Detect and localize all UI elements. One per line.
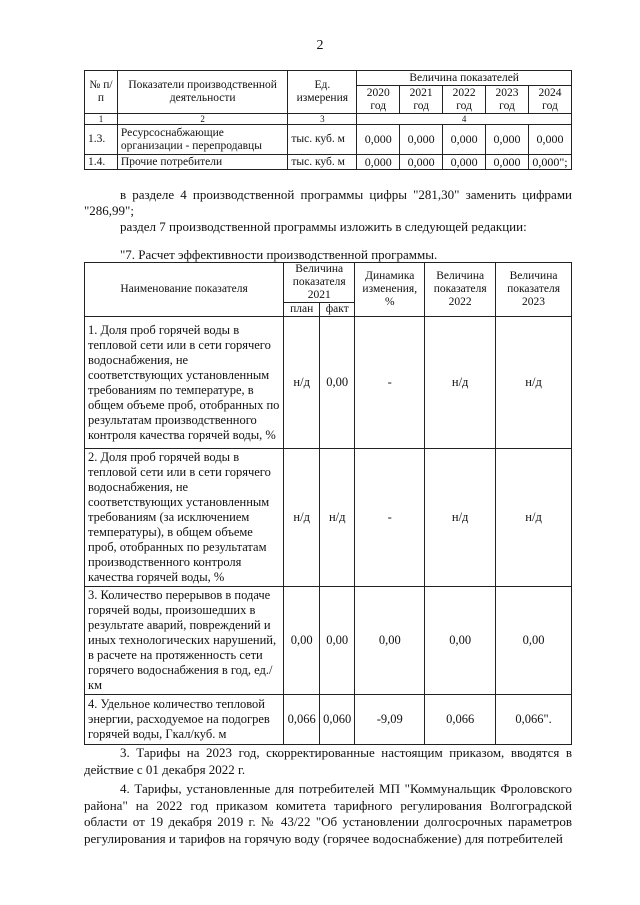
header-name: Наименование показателя xyxy=(85,263,284,317)
value-2023: 0,066". xyxy=(496,695,572,745)
dynamics-value: 0,00 xyxy=(355,587,425,695)
row-num: 1.4. xyxy=(85,155,118,170)
header-year: 2020 год xyxy=(357,86,400,114)
header-year: 2023 год xyxy=(486,86,529,114)
index-cell: 4 xyxy=(357,114,572,125)
row-value: 0,000 xyxy=(357,155,400,170)
header-values-group: Величина показателей xyxy=(357,71,572,86)
row-value: 0,000 xyxy=(400,155,443,170)
fact-value: н/д xyxy=(320,449,355,587)
plan-value: 0,00 xyxy=(284,587,320,695)
paragraph-tariffs-2023: 3. Тарифы на 2023 год, скорректированные настоящим приказом, вводятся в действие с 01 декабря 2022 г. xyxy=(84,745,572,777)
row-value: 0,000 xyxy=(443,125,486,155)
row-value: 0,000 xyxy=(486,155,529,170)
table-row xyxy=(85,125,572,155)
production-indicators-table xyxy=(84,70,572,170)
row-value: 0,000 xyxy=(486,125,529,155)
indicator-name: 2. Доля проб горячей воды в тепловой сети или в сети горячего водоснабжения, не соответствующих установленным требованиям (за исключением температуры), в общем объеме проб, отобранных по результатам производственного контроля качества горячей воды, % xyxy=(85,449,284,587)
table-row xyxy=(85,695,572,745)
header-value-2023: Величина показателя 2023 xyxy=(496,263,572,317)
indicator-name: 4. Удельное количество тепловой энергии, расходуемое на подогрев горячей воды, Гкал/куб. м xyxy=(85,695,284,745)
index-cell: 1 xyxy=(85,114,118,125)
row-name: Ресурсоснабжающие организации - перепродавцы xyxy=(117,125,287,155)
index-cell: 2 xyxy=(117,114,287,125)
header-value-2021: Величина показателя 2021 xyxy=(284,263,355,303)
row-value: 0,000 xyxy=(357,125,400,155)
value-2023: н/д xyxy=(496,449,572,587)
value-2022: н/д xyxy=(425,317,496,449)
header-fact: факт xyxy=(320,303,355,317)
table-row xyxy=(85,155,572,170)
header-num: № п/п xyxy=(85,71,118,114)
header-year: 2024 год xyxy=(528,86,571,114)
header-unit: Ед. измерения xyxy=(288,71,357,114)
fact-value: 0,060 xyxy=(320,695,355,745)
row-value: 0,000 xyxy=(400,125,443,155)
header-plan: план xyxy=(284,303,320,317)
value-2022: н/д xyxy=(425,449,496,587)
table-row xyxy=(85,317,572,449)
row-unit: тыс. куб. м xyxy=(288,125,357,155)
indicator-name: 3. Количество перерывов в подаче горячей воды, произошедших в результате аварий, повреждений и иных технологических нарушений, в расчете на протяженность сети горячего водоснабжения в год, ед./км xyxy=(85,587,284,695)
index-cell: 3 xyxy=(288,114,357,125)
fact-value: 0,00 xyxy=(320,317,355,449)
plan-value: н/д xyxy=(284,317,320,449)
header-indicator: Показатели производственной деятельности xyxy=(117,71,287,114)
efficiency-table xyxy=(84,262,572,745)
section-title: "7. Расчет эффективности производственной программы. xyxy=(120,247,438,262)
page-number: 2 xyxy=(316,38,324,53)
row-num: 1.3. xyxy=(85,125,118,155)
table-row xyxy=(85,587,572,695)
value-2023: 0,00 xyxy=(496,587,572,695)
fact-value: 0,00 xyxy=(320,587,355,695)
row-value: 0,000 xyxy=(443,155,486,170)
plan-value: н/д xyxy=(284,449,320,587)
row-name: Прочие потребители xyxy=(117,155,287,170)
header-year: 2021 год xyxy=(400,86,443,114)
header-value-2022: Величина показателя 2022 xyxy=(425,263,496,317)
row-unit: тыс. куб. м xyxy=(288,155,357,170)
paragraph-section7-intro: раздел 7 производственной программы изложить в следующей редакции: xyxy=(120,219,527,234)
table-row xyxy=(85,449,572,587)
header-dynamics: Динамика изменения, % xyxy=(355,263,425,317)
header-year: 2022 год xyxy=(443,86,486,114)
row-value: 0,000 xyxy=(528,125,571,155)
value-2023: н/д xyxy=(496,317,572,449)
value-2022: 0,00 xyxy=(425,587,496,695)
dynamics-value: - xyxy=(355,317,425,449)
paragraph-tariffs-2022: 4. Тарифы, установленные для потребителей МП "Коммунальщик Фроловского района" на 2022 год приказом комитета тарифного регулирования Волгоградской области от 19 декабря 2019 г. № 43/22 "Об установлении долгосрочных параметров регулирования и тарифов на горячую воду (горячее водоснабжение) для потребителей xyxy=(84,781,572,846)
paragraph-change-figures: в разделе 4 производственной программы цифры "281,30" заменить цифрами "286,99"; xyxy=(84,187,572,218)
dynamics-value: -9,09 xyxy=(355,695,425,745)
row-value: 0,000"; xyxy=(528,155,571,170)
indicator-name: 1. Доля проб горячей воды в тепловой сети или в сети горячего водоснабжения, не соответствующих установленным требованиям по температуре, в общем объеме проб, отобранных по результатам производственного контроля качества горячей воды, % xyxy=(85,317,284,449)
dynamics-value: - xyxy=(355,449,425,587)
plan-value: 0,066 xyxy=(284,695,320,745)
value-2022: 0,066 xyxy=(425,695,496,745)
